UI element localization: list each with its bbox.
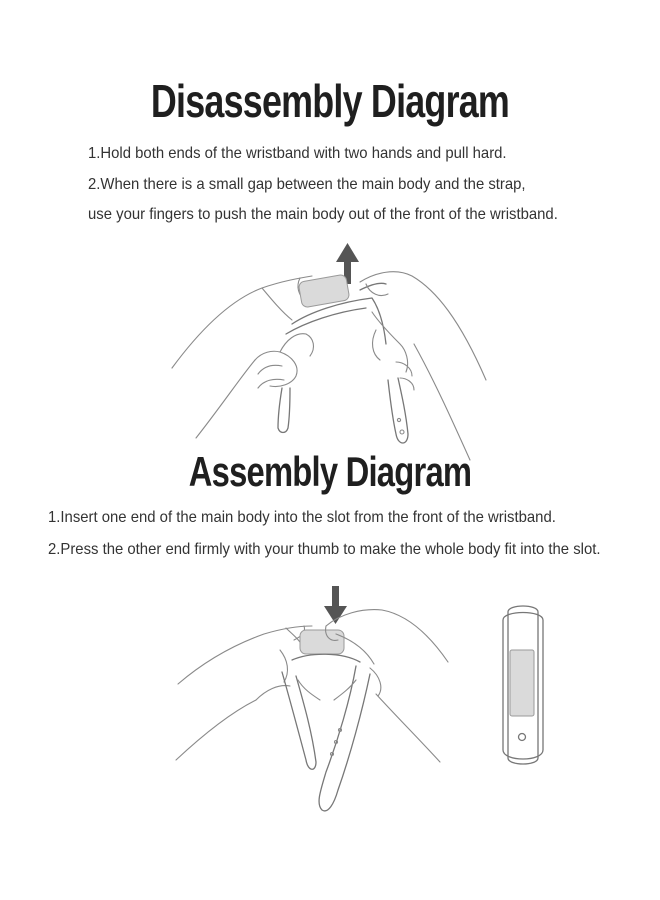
assembly-step-2: 2.Press the other end firmly with your thumb to make the whole body fit into the slot. [48,541,601,558]
wristband-icon [282,630,370,811]
disassembly-step-2: 2.When there is a small gap between the main body and the strap, [88,176,526,193]
assembly-step-1: 1.Insert one end of the main body into the slot from the front of the wristband. [48,509,556,526]
disassembly-step-1: 1.Hold both ends of the wristband with two hands and pull hard. [88,145,507,162]
down-arrow-icon [324,586,347,624]
disassembly-title: Disassembly Diagram [150,75,510,127]
fitness-band-icon [503,606,543,764]
disassembly-step-3: use your fingers to push the main body out of the front of the wristband. [88,206,558,223]
left-hand-icon [176,626,312,760]
right-hand-icon [326,610,448,762]
assembly-title: Assembly Diagram [188,448,472,495]
